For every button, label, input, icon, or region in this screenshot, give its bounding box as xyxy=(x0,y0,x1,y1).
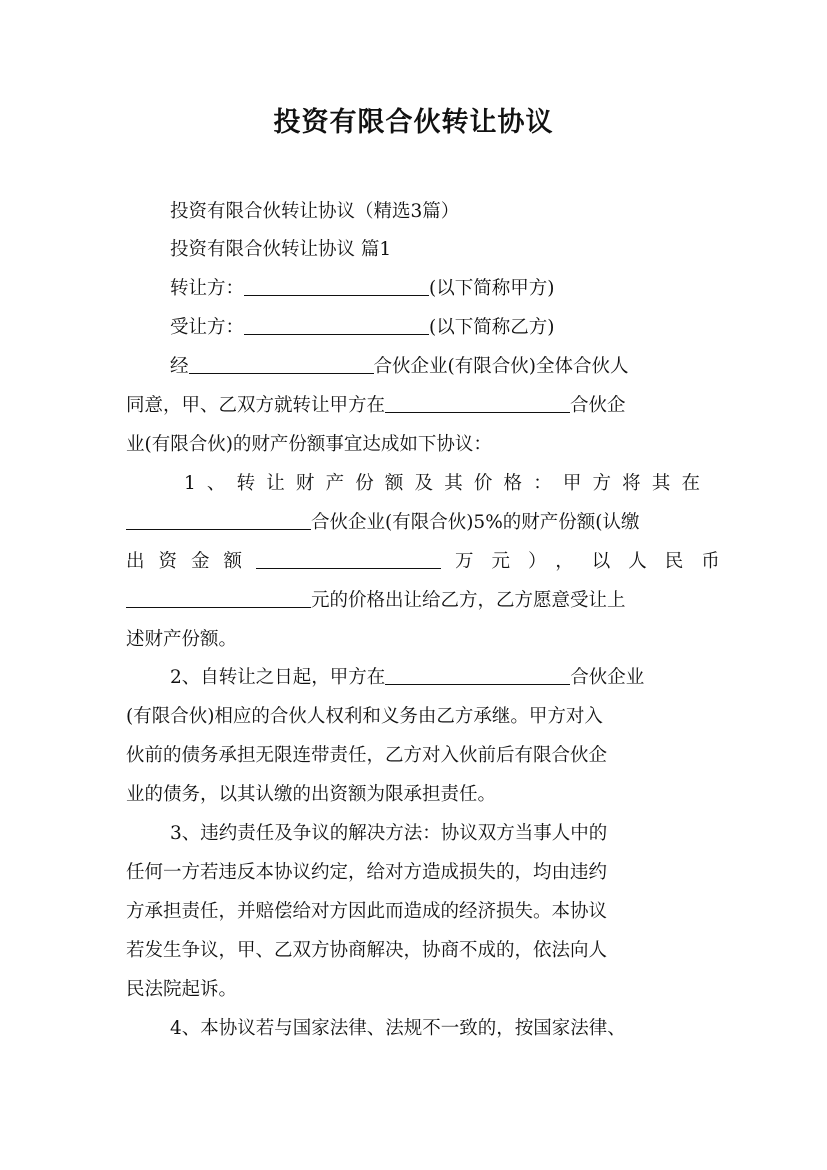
text-span: 经 xyxy=(170,356,189,377)
clause-3-line: 3、违约责任及争议的解决方法：协议双方当事人中的 xyxy=(170,823,608,844)
text-span: 同意，甲、乙双方就转让甲方在 xyxy=(126,395,386,416)
transferee-line xyxy=(170,315,554,341)
paragraph-line: (有限合伙)相应的合伙人权利和义务由乙方承继。甲方对入 xyxy=(126,706,603,727)
paragraph-line: 民法院起诉。 xyxy=(126,979,238,1000)
document-title: 投资有限合伙转让协议 xyxy=(273,107,554,138)
paragraph-line xyxy=(170,354,628,380)
partnership-name-blank[interactable] xyxy=(126,511,311,530)
partnership-name-blank[interactable] xyxy=(189,355,374,374)
paragraph-line: 业(有限合伙)的财产份额事宜达成如下协议： xyxy=(126,434,492,455)
text-span: 合伙企业(有限合伙)5%的财产份额(认缴 xyxy=(311,512,640,533)
transferor-note: (以下简称甲方) xyxy=(429,278,555,299)
paragraph-line xyxy=(126,510,640,536)
paragraph-line: 任何一方若违反本协议约定，给对方造成损失的，均由违约 xyxy=(126,862,608,883)
text-span: 合伙企业(有限合伙)全体合伙人 xyxy=(373,356,629,377)
transferor-blank[interactable] xyxy=(244,277,429,296)
paragraph-line xyxy=(126,393,626,419)
paragraph-line xyxy=(126,588,626,614)
clause-4-line: 4、本协议若与国家法律、法规不一致的，按国家法律、 xyxy=(170,1018,626,1039)
paragraph-line xyxy=(126,549,738,575)
transferor-label: 转让方： xyxy=(170,278,245,299)
section-heading: 投资有限合伙转让协议 篇1 xyxy=(170,239,392,260)
transferee-note: (以下简称乙方) xyxy=(429,317,555,338)
paragraph-line: 伙前的债务承担无限连带责任，乙方对入伙前后有限合伙企 xyxy=(126,745,608,766)
price-blank[interactable] xyxy=(126,589,311,608)
text-span: 2、自转让之日起，甲方在 xyxy=(170,667,386,688)
text-span: 出资金额 xyxy=(126,551,257,572)
paragraph-line: 述财产份额。 xyxy=(126,629,238,650)
paragraph-line: 方承担责任，并赔偿给对方因此而造成的经济损失。本协议 xyxy=(126,901,608,922)
partnership-name-blank[interactable] xyxy=(385,394,570,413)
text-span: 合伙企业 xyxy=(570,667,645,688)
transferor-line xyxy=(170,276,554,302)
subtitle-line: 投资有限合伙转让协议（精选3篇） xyxy=(170,201,460,222)
text-span: 万元），以人民币 xyxy=(455,551,738,572)
transferee-label: 受让方： xyxy=(170,317,245,338)
clause-2-line xyxy=(170,665,644,691)
paragraph-line: 若发生争议，甲、乙双方协商解决，协商不成的，依法向人 xyxy=(126,940,608,961)
text-span: 元的价格出让给乙方，乙方愿意受让上 xyxy=(311,590,626,611)
capital-amount-blank[interactable] xyxy=(256,550,441,569)
clause-1-line: 1、转让财产份额及其价格：甲方将其在 xyxy=(184,473,700,494)
partnership-name-blank[interactable] xyxy=(385,666,570,685)
transferee-blank[interactable] xyxy=(244,316,429,335)
text-span: 合伙企 xyxy=(570,395,626,416)
paragraph-line: 业的债务，以其认缴的出资额为限承担责任。 xyxy=(126,784,497,805)
